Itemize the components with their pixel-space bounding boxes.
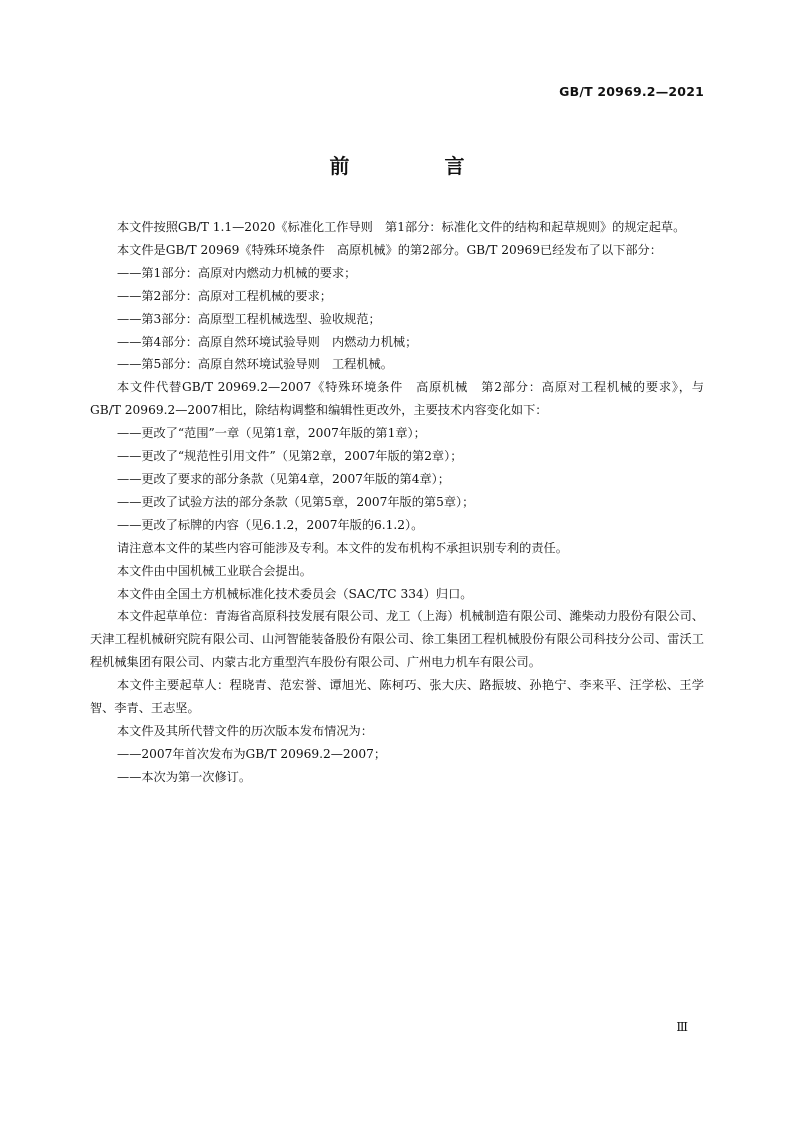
paragraph-patent-notice: 请注意本文件的某些内容可能涉及专利。本文件的发布机构不承担识别专利的责任。	[117, 540, 568, 555]
page-title: 前 言	[329, 154, 509, 178]
page-number: Ⅲ	[676, 1020, 688, 1034]
list-item-part-2: ——第2部分：高原对工程机械的要求；	[117, 288, 332, 303]
list-item-change-test-methods: ——更改了试验方法的部分条款（见第5章，2007年版的第5章）；	[117, 494, 475, 509]
paragraph-drafting-rules: 本文件按照GB/T 1.1—2020《标准化工作导则 第1部分：标准化文件的结构和起草规则》的规定起草。	[117, 220, 686, 234]
list-item-change-nameplate: ——更改了标牌的内容（见6.1.2，2007年版的6.1.2）。	[117, 517, 424, 532]
paragraph-drafting-units: 本文件起草单位：青海省高原科技发展有限公司、龙工（上海）机械制造有限公司、潍柴动力股份有限公司、天津工程机械研究院有限公司、山河智能装备股份有限公司、徐工集团工程机械股份有限公司科技分公司、雷沃工程机械集团有限公司、内蒙古北方重型汽车股份有限公司、广州电力机车有限公司。	[90, 609, 704, 670]
list-item-part-4: ——第4部分：高原自然环境试验导则 内燃动力机械；	[117, 334, 418, 349]
list-item-change-requirements: ——更改了要求的部分条款（见第4章，2007年版的第4章）；	[117, 471, 450, 486]
foreword-body	[90, 216, 704, 789]
paragraph-centralized-by: 本文件由全国土方机械标准化技术委员会（SAC/TC 334）归口。	[117, 586, 473, 601]
list-item-change-references: ——更改了“规范性引用文件”（见第2章，2007年版的第2章）；	[117, 449, 463, 464]
list-item-history-2007: ——2007年首次发布为GB/T 20969.2—2007；	[117, 746, 387, 761]
paragraph-replaces: 本文件代替GB/T 20969.2—2007《特殊环境条件 高原机械 第2部分：高原对工程机械的要求》，与GB/T 20969.2—2007相比，除结构调整和编辑性更改外，主要技术内容变化如下：	[90, 380, 704, 418]
paragraph-edition-history: 本文件及其所代替文件的历次版本发布情况为：	[117, 723, 373, 738]
standard-code: GB/T 20969.2—2021	[559, 84, 704, 99]
paragraph-drafters: 本文件主要起草人：程晓青、范宏誉、谭旭光、陈柯巧、张大庆、路振坡、孙艳宁、李来平、汪学松、王学智、李青、王志坚。	[90, 678, 704, 716]
list-item-part-5: ——第5部分：高原自然环境试验导则 工程机械。	[117, 357, 393, 372]
list-item-change-scope: ——更改了“范围”一章（见第1章，2007年版的第1章）；	[117, 426, 426, 441]
list-item-history-revision: ——本次为第一次修订。	[117, 769, 252, 784]
list-item-part-3: ——第3部分：高原型工程机械选型、验收规范；	[117, 311, 381, 326]
list-item-part-1: ——第1部分：高原对内燃动力机械的要求；	[117, 265, 357, 280]
paragraph-series-part: 本文件是GB/T 20969《特殊环境条件 高原机械》的第2部分。GB/T 20969已经发布了以下部分：	[117, 242, 662, 257]
paragraph-proposed-by: 本文件由中国机械工业联合会提出。	[117, 563, 312, 578]
